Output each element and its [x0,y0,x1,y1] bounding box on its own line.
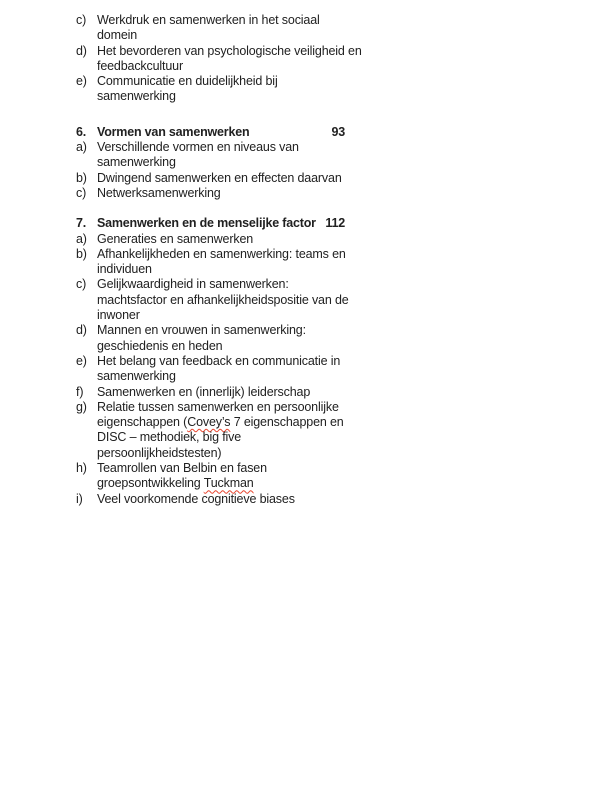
item-text [97,400,536,461]
toc [76,13,536,507]
section-number: 7. [76,216,87,231]
toc-line: Werkdruk en samenwerken in het sociaal [97,13,320,27]
toc-line: Samenwerken en (innerlijk) leiderschap [97,384,311,399]
toc-line: Verschillende vormen en niveaus van [97,140,299,155]
toc-line: Gelijkwaardigheid in samenwerken: [97,277,289,292]
toc-line [97,476,536,491]
toc-section [76,125,536,201]
toc-item [76,492,536,507]
toc-line: DISC – methodiek, big five [97,430,242,445]
toc-line: Relatie tussen samenwerken en persoonlijke [97,399,339,414]
section-title: Vormen van samenwerken [97,124,250,139]
toc-line: Mannen en vrouwen in samenwerking: [97,323,306,338]
item-text [97,74,536,105]
item-letter: d) [76,43,87,58]
item-letter: i) [76,491,83,506]
item-letter: a) [76,140,87,155]
toc-item [76,385,536,400]
item-text [97,354,536,385]
toc-line: Communicatie en duidelijkheid bij [97,74,278,89]
item-letter: c) [76,277,87,292]
toc-line: samenwerking [97,155,176,170]
toc-line: machtsfactor en afhankelijkheidspositie van de [97,292,349,307]
toc-line: samenwerking [97,369,176,384]
item-text [97,461,536,492]
toc-line: Netwerksamenwerking [97,185,221,200]
toc-line: domein [97,28,138,43]
toc-item [76,354,536,385]
item-letter: a) [76,231,87,246]
toc-item [76,277,536,323]
item-letter: b) [76,246,87,261]
toc-line: Het bevorderen van psychologische veiligheid en [97,43,362,58]
item-text [97,247,536,278]
section-page-number: 112 [325,216,345,231]
item-text [97,385,536,400]
item-letter: f) [76,384,84,399]
toc-line: Generaties en samenwerken [97,231,254,246]
toc-item [76,140,536,171]
misspelled-word: Covey’s [187,415,231,430]
toc-line: Teamrollen van Belbin en fasen [97,461,267,476]
text-segment: groepsontwikkeling [97,476,204,491]
toc-line: geschiedenis en heden [97,338,223,353]
section-number: 6. [76,124,87,139]
toc-line: samenwerking [97,89,176,104]
item-letter: e) [76,74,87,89]
section-header [76,125,345,140]
toc-line: Het belang van feedback en communicatie in [97,353,341,368]
section-header [76,216,345,231]
item-letter: g) [76,399,87,414]
text-segment: eigenschappen ( [97,415,188,430]
item-text [97,492,536,507]
toc-line: feedbackcultuur [97,58,184,73]
toc-line [97,415,536,430]
item-text [97,277,536,323]
toc-item [76,74,536,105]
toc-line: individuen [97,262,152,277]
toc-line: inwoner [97,308,140,323]
toc-item [76,186,536,201]
item-text [97,232,536,247]
item-letter: c) [76,13,87,27]
section-page-number: 93 [331,124,345,139]
item-text [97,44,536,75]
toc-item [76,44,536,75]
item-letter: d) [76,323,87,338]
toc-section [76,13,536,105]
item-text [97,323,536,354]
item-text [97,186,536,201]
toc-item [76,232,536,247]
toc-item [76,171,536,186]
toc-section [76,216,536,507]
section-title: Samenwerken en de menselijke factor [97,216,316,231]
toc-item [76,461,536,492]
item-text [97,140,536,171]
toc-item [76,400,536,461]
item-letter: e) [76,353,87,368]
toc-line: Veel voorkomende cognitieve biases [97,491,295,506]
toc-item [76,13,536,44]
toc-item [76,247,536,278]
toc-line: Dwingend samenwerken en effecten daarvan [97,170,342,185]
item-text [97,171,536,186]
item-text [97,13,536,44]
item-letter: b) [76,170,87,185]
toc-item [76,323,536,354]
toc-line: persoonlijkheidstesten) [97,445,222,460]
misspelled-word: Tuckman [203,476,254,491]
text-segment: 7 eigenschappen en [230,415,344,430]
toc-line: Afhankelijkheden en samenwerking: teams en [97,246,346,261]
item-letter: c) [76,185,87,200]
item-letter: h) [76,461,87,476]
